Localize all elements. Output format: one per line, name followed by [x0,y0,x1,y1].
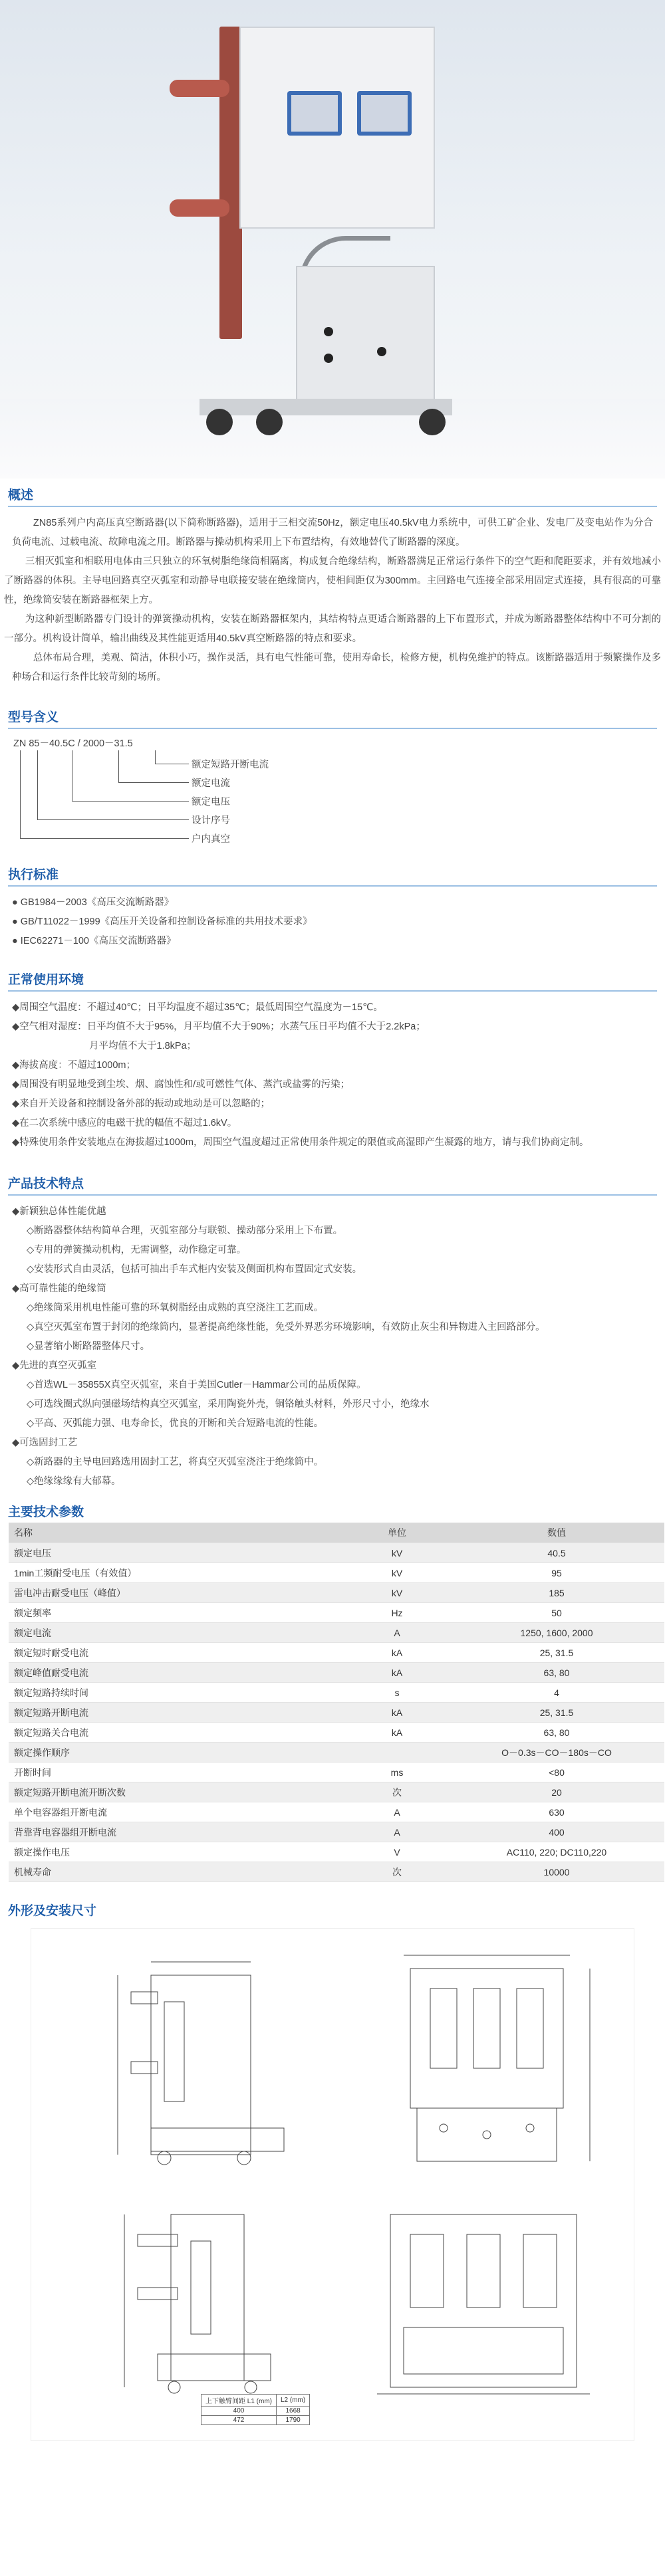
table-cell: 185 [449,1583,664,1603]
table-cell [345,1743,449,1763]
feature-item: ◇可选线圈式纵向强磁场结构真空灭弧室，采用陶瓷外壳，铜铬触头材料，外形尺寸小，绝缘水 [27,1399,430,1410]
table-row [9,1723,664,1743]
model-label: 户内真空 [192,834,230,845]
section-title-model: 型号含义 [8,710,59,724]
table-cell: L2 (mm) [277,2395,310,2407]
table-row [9,1663,664,1683]
table-cell: 400 [449,1822,664,1842]
table-cell: <80 [449,1763,664,1782]
dimension-table [201,2394,310,2425]
overview-paragraph: 为这种新型断路器专门设计的弹簧操动机构，安装在断路器框架内，其结构特点更适合断路器的上下布置形式，并成为断路器整体结构中不可分割的一部分。机构设计简单，输出曲线及其性能更适用40.5kV真空断路器的特点和要求。 [4,614,661,644]
table-cell: 63, 80 [449,1723,664,1743]
dimension-drawings [31,1928,634,2441]
feature-item: ◇平高、灭弧能力强、电寿命长，优良的开断和关合短路电流的性能。 [27,1418,324,1429]
feature-item: ◇专用的弹簧操动机构，无需调整，动作稳定可靠。 [27,1245,247,1255]
table-cell: 4 [449,1683,664,1703]
list-item: ● GB/T11022－1999《高压开关设备和控制设备标准的共用技术要求》 [12,916,313,927]
operation-knob [324,354,333,363]
table-cell: 1min工频耐受电压（有效值） [9,1563,345,1583]
table-cell: 400 [201,2407,277,2416]
features-list [4,1202,661,1491]
breaker-cabinet [239,27,435,229]
section-title-drawings: 外形及安装尺寸 [8,1904,97,1918]
product-photo [0,0,665,479]
list-item: ◆在二次系统中感应的电磁干扰的幅值不超过1.6kV。 [12,1118,237,1128]
divider [8,506,657,507]
feature-item: ◇真空灭弧室布置于封闭的绝缘筒内，显著提高绝缘性能，免受外界恶劣环境影响，有效防止灰尘和异物进入主回路部分。 [27,1322,545,1333]
table-cell: kA [345,1663,449,1683]
list-item: ◆特殊使用条件安装地点在海拔超过1000m，周围空气温度超过正常使用条件规定的限值或高湿即产生凝露的地方，请与我们协商定制。 [12,1137,589,1148]
list-item: ● IEC62271－100《高压交流断路器》 [12,936,176,946]
model-label: 额定短路开断电流 [192,760,269,770]
table-row [9,1623,664,1643]
table-cell: 额定操作电压 [9,1842,345,1862]
table-cell: 63, 80 [449,1663,664,1683]
features-section [0,1167,665,1491]
table-cell: 10000 [449,1862,664,1882]
table-cell: 1250, 1600, 2000 [449,1623,664,1643]
list-item: ◆来自开关设备和控制设备外部的振动或地动是可以忽略的； [12,1099,271,1109]
contact-arm-upper [170,80,229,97]
table-cell: 额定电压 [9,1543,345,1563]
standards-list [4,893,661,951]
column-header: 名称 [9,1523,345,1543]
table-row [9,1563,664,1583]
mechanism-panel [296,266,435,408]
table-cell: 次 [345,1862,449,1882]
table-cell: 雷电冲击耐受电压（峰值） [9,1583,345,1603]
feature-group: ◆先进的真空灭弧室 [12,1360,97,1371]
column-header: 单位 [345,1523,449,1543]
model-code: ZN 85－40.5C / 2000－31.5 [13,738,133,749]
table-cell: 472 [201,2416,277,2425]
feature-group: ◆高可靠性能的绝缘筒 [12,1283,106,1294]
overview-paragraph: 总体布局合理，美观、简洁，体积小巧，操作灵活，具有电气性能可靠，使用寿命长，检修方便，机构免维护的特点。该断路器适用于频繁操作及多种场合和运行条件比较苛刻的场所。 [12,653,661,683]
table-cell: 额定短路开断电流开断次数 [9,1782,345,1802]
list-item: ◆空气相对湿度：日平均值不大于95%，月平均值不大于90%；水蒸气压日平均值不大于2.2kPa； [12,1021,426,1032]
table-cell: Hz [345,1603,449,1623]
table-row [9,1703,664,1723]
wheel [419,409,446,435]
table-cell: O－0.3s－CO－180s－CO [449,1743,664,1763]
table-row [9,1643,664,1663]
section-title-environment: 正常使用环境 [8,973,84,987]
feature-group: ◆新颖独总体性能优越 [12,1206,106,1217]
model-label: 额定电压 [192,797,230,807]
feature-item: ◇显著缩小断路器整体尺寸。 [27,1341,150,1352]
divider [8,885,657,887]
model-diagram [12,736,653,849]
overview-section [0,479,665,687]
table-cell: 25, 31.5 [449,1643,664,1663]
table-row [9,1683,664,1703]
table-cell: 单个电容器组开断电流 [9,1802,345,1822]
standard-text: IEC62271－100《高压交流断路器》 [20,936,176,946]
feature-group: ◆可选固封工艺 [12,1438,78,1448]
connector-line [20,750,189,839]
table-cell: 50 [449,1603,664,1623]
table-cell: AC110, 220; DC110,220 [449,1842,664,1862]
overview-paragraph: ZN85系列户内高压真空断路器(以下简称断路器)，适用于三相交流50Hz，额定电压40.5kV电力系统中，可供工矿企业、发电厂及变电站作为分合负荷电流、过载电流、故障电流之用。断路器与操动机构采用上下布置结构，有效地替代了断路器的深度。 [12,518,653,548]
overview-paragraph: 三相灭弧室和相联用电体由三只独立的环氧树脂绝缘筒相隔离，构成复合绝缘结构，断路器满足正常运行条件下的空气距和爬距要求，并有效地减小了断路器的体积。主导电回路真空灭弧室和动静导电联接安装在绝缘筒内，使相间距仅为300mm。主回路电气连接全部采用固定式连接，具有很高的可靠性，绝缘筒安装在断路器框架上方。 [4,556,661,605]
section-title-features: 产品技术特点 [8,1177,84,1191]
table-cell: 额定短路开断电流 [9,1703,345,1723]
table-cell: 95 [449,1563,664,1583]
list-item: ◆海拔高度：不超过1000m； [12,1060,136,1071]
feature-item: ◇绝缘缘缘有大郁幕。 [27,1476,121,1487]
table-header-row [9,1523,664,1543]
table-cell: 20 [449,1782,664,1802]
table-cell: 额定短路关合电流 [9,1723,345,1743]
section-title-overview: 概述 [8,488,34,502]
model-label: 额定电流 [192,778,230,789]
feature-item: ◇首选WL－35855X真空灭弧室，来自于美国Cutler－Hammar公司的品质保障。 [27,1380,366,1390]
section-title-standards: 执行标准 [8,868,59,882]
table-row [9,1782,664,1802]
table-row [9,1603,664,1623]
drawings-section [0,1894,665,2441]
table-cell: 额定电流 [9,1623,345,1643]
table-row [9,1862,664,1882]
table-cell: kV [345,1563,449,1583]
table-cell: 额定频率 [9,1603,345,1623]
inspection-window-left [287,91,342,136]
table-cell: kA [345,1703,449,1723]
table-cell: 25, 31.5 [449,1703,664,1723]
table-cell: 次 [345,1782,449,1802]
model-section [0,700,665,849]
table-cell: kV [345,1543,449,1563]
standard-text: GB1984－2003《高压交流断路器》 [20,897,174,908]
table-cell: 1668 [277,2407,310,2416]
params-table [9,1523,664,1882]
feature-item: ◇绝缘筒采用机电性能可靠的环氧树脂经由成熟的真空浇注工艺而成。 [27,1303,324,1313]
table-cell: ms [345,1763,449,1782]
table-row [9,1583,664,1603]
section-title-params: 主要技术参数 [8,1505,84,1519]
table-cell: V [345,1842,449,1862]
table-cell: A [345,1623,449,1643]
table-cell: A [345,1822,449,1842]
breaker-side-panel [219,27,242,339]
wheel [256,409,283,435]
divider [8,1194,657,1196]
table-cell: 额定短时耐受电流 [9,1643,345,1663]
standard-text: GB/T11022－1999《高压开关设备和控制设备标准的共用技术要求》 [20,916,313,927]
table-cell: 1790 [277,2416,310,2425]
feature-item: ◇断路器整体结构简单合理，灭弧室部分与联锁、操动部分采用上下布置。 [27,1226,343,1236]
table-row [9,1802,664,1822]
table-cell: s [345,1683,449,1703]
outline-drawing [31,1929,642,2440]
model-label: 设计序号 [192,815,230,826]
standards-section [0,858,665,951]
divider [8,990,657,992]
breaker-base [200,399,452,415]
table-row [9,1543,664,1563]
params-section [0,1495,665,1882]
table-cell: 额定短路持续时间 [9,1683,345,1703]
table-cell: kA [345,1723,449,1743]
list-item: ● GB1984－2003《高压交流断路器》 [12,897,174,908]
column-header: 数值 [449,1523,664,1543]
table-row [9,1822,664,1842]
table-cell: 开断时间 [9,1763,345,1782]
table-cell: kV [345,1583,449,1603]
table-row [9,1743,664,1763]
table-cell: 背靠背电容器组开断电流 [9,1822,345,1842]
divider [8,728,657,729]
table-cell: A [345,1802,449,1822]
environment-list [4,998,661,1152]
table-cell: 额定峰值耐受电流 [9,1663,345,1683]
feature-item: ◇安装形式自由灵活，包括可抽出手车式柜内安装及侧面机构布置固定式安装。 [27,1264,362,1275]
table-cell: 630 [449,1802,664,1822]
inspection-window-right [357,91,412,136]
list-item: ◆周围没有明显地受到尘埃、烟、腐蚀性和/或可燃性气体、蒸汽或盐雾的污染； [12,1079,350,1090]
table-cell: 40.5 [449,1543,664,1563]
table-cell: 机械寿命 [9,1862,345,1882]
wheel [206,409,233,435]
operation-knob [324,327,333,336]
operation-knob [377,347,386,356]
table-cell: 上下触臂间距 L1 (mm) [201,2395,277,2407]
table-cell: 额定操作顺序 [9,1743,345,1763]
environment-section [0,963,665,1152]
list-item: ◆周围空气温度：不超过40℃；日平均温度不超过35℃；最低周围空气温度为－15℃。 [12,1002,383,1013]
list-item: 月平均值不大于1.8kPa； [12,1041,197,1051]
table-row [9,1763,664,1782]
table-row [9,1842,664,1862]
table-cell: kA [345,1643,449,1663]
feature-item: ◇新路器的主导电回路选用固封工艺，将真空灭弧室浇注于绝缘筒中。 [27,1457,324,1467]
contact-arm-lower [170,199,229,217]
